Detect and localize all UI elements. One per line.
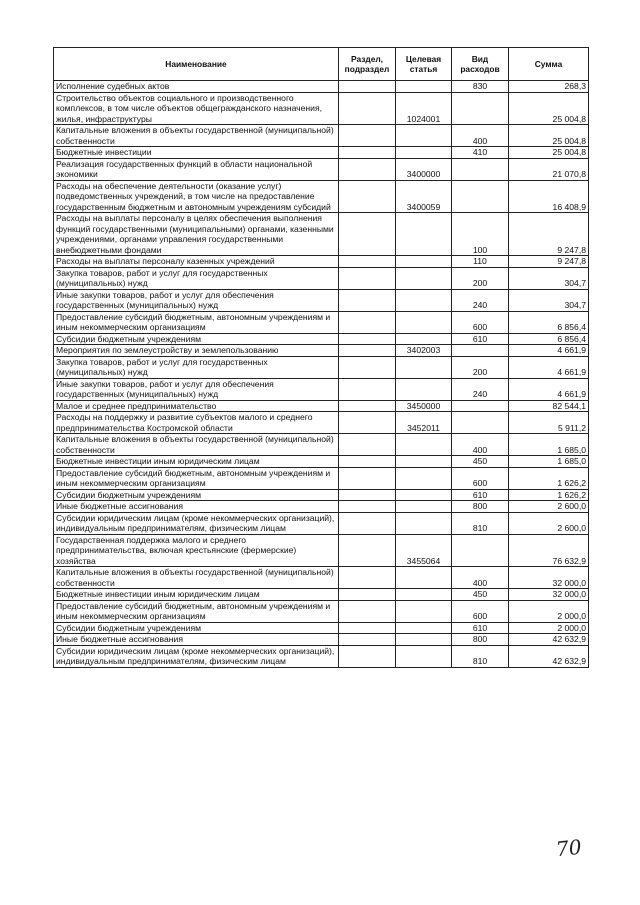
cell-section [339, 512, 396, 534]
cell-section [339, 378, 396, 400]
table-row [54, 158, 589, 180]
cell-amount: 9 247,8 [509, 213, 589, 256]
cell-target [396, 356, 452, 378]
cell-name: Иные бюджетные ассигнования [54, 634, 339, 646]
table-row [54, 456, 589, 468]
header-amount: Сумма [509, 48, 589, 81]
table-body [54, 81, 589, 668]
header-section: Раздел, подраздел [339, 48, 396, 81]
cell-name: Закупка товаров, работ и услуг для государственных (муниципальных) нужд [54, 356, 339, 378]
cell-name: Субсидии бюджетным учреждениям [54, 489, 339, 501]
cell-target: 3400059 [396, 180, 452, 213]
table-row [54, 501, 589, 513]
cell-expense-type: 810 [452, 645, 509, 667]
table-row [54, 634, 589, 646]
cell-section [339, 125, 396, 147]
cell-name: Исполнение судебных актов [54, 81, 339, 93]
cell-expense-type: 830 [452, 81, 509, 93]
table-row [54, 256, 589, 268]
cell-amount: 304,7 [509, 289, 589, 311]
cell-target [396, 213, 452, 256]
cell-amount: 25 004,8 [509, 147, 589, 159]
cell-section [339, 645, 396, 667]
cell-expense-type [452, 412, 509, 434]
cell-section [339, 92, 396, 125]
cell-expense-type [452, 180, 509, 213]
table-row [54, 180, 589, 213]
cell-expense-type: 410 [452, 147, 509, 159]
cell-name: Закупка товаров, работ и услуг для государственных (муниципальных) нужд [54, 267, 339, 289]
cell-section [339, 489, 396, 501]
table-row [54, 434, 589, 456]
cell-target [396, 600, 452, 622]
header-name: Наименование [54, 48, 339, 81]
cell-expense-type: 600 [452, 600, 509, 622]
cell-section [339, 267, 396, 289]
table-row [54, 400, 589, 412]
cell-expense-type: 400 [452, 125, 509, 147]
cell-target [396, 289, 452, 311]
cell-amount: 32 000,0 [509, 567, 589, 589]
cell-amount: 2 000,0 [509, 622, 589, 634]
cell-section [339, 213, 396, 256]
cell-amount: 4 661,9 [509, 356, 589, 378]
cell-section [339, 289, 396, 311]
cell-amount: 268,3 [509, 81, 589, 93]
cell-amount: 4 661,9 [509, 378, 589, 400]
cell-expense-type [452, 345, 509, 357]
table-row [54, 92, 589, 125]
cell-section [339, 412, 396, 434]
cell-name: Бюджетные инвестиции иным юридическим лицам [54, 456, 339, 468]
cell-target [396, 434, 452, 456]
cell-section [339, 147, 396, 159]
cell-section [339, 356, 396, 378]
cell-name: Предоставление субсидий бюджетным, автономным учреждениям и иным некоммерческим организациям [54, 600, 339, 622]
cell-name: Реализация государственных функций в области национальной экономики [54, 158, 339, 180]
header-target: Целевая статья [396, 48, 452, 81]
cell-name: Иные бюджетные ассигнования [54, 501, 339, 513]
cell-name: Капитальные вложения в объекты государственной (муниципальной) собственности [54, 125, 339, 147]
cell-target [396, 634, 452, 646]
cell-amount: 21 070,8 [509, 158, 589, 180]
cell-name: Субсидии бюджетным учреждениям [54, 622, 339, 634]
cell-expense-type: 800 [452, 634, 509, 646]
cell-name: Малое и среднее предпринимательство [54, 400, 339, 412]
cell-target [396, 378, 452, 400]
cell-expense-type: 810 [452, 512, 509, 534]
cell-name: Бюджетные инвестиции иным юридическим лицам [54, 589, 339, 601]
cell-amount: 76 632,9 [509, 534, 589, 567]
cell-name: Мероприятия по землеустройству и землепользованию [54, 345, 339, 357]
cell-amount: 2 600,0 [509, 501, 589, 513]
cell-section [339, 600, 396, 622]
cell-section [339, 534, 396, 567]
cell-amount: 42 632,9 [509, 634, 589, 646]
cell-amount: 6 856,4 [509, 311, 589, 333]
cell-name: Субсидии юридическим лицам (кроме некоммерческих организаций), индивидуальным предпринимателям, физическим лицам [54, 512, 339, 534]
table-row [54, 600, 589, 622]
cell-amount: 4 661,9 [509, 345, 589, 357]
cell-expense-type: 240 [452, 289, 509, 311]
cell-amount: 16 408,9 [509, 180, 589, 213]
table-row [54, 378, 589, 400]
table-row [54, 345, 589, 357]
cell-name: Капитальные вложения в объекты государственной (муниципальной) собственности [54, 434, 339, 456]
cell-section [339, 256, 396, 268]
table-row [54, 512, 589, 534]
cell-name: Расходы на выплаты персоналу казенных учреждений [54, 256, 339, 268]
cell-expense-type: 800 [452, 501, 509, 513]
table-row [54, 213, 589, 256]
cell-name: Строительство объектов социального и производственного комплексов, в том числе объектов общегражданского назначения, жилья, инфраструктуры [54, 92, 339, 125]
table-row [54, 333, 589, 345]
cell-name: Иные закупки товаров, работ и услуг для обеспечения государственных (муниципальных) нужд [54, 378, 339, 400]
cell-amount: 32 000,0 [509, 589, 589, 601]
cell-amount: 82 544,1 [509, 400, 589, 412]
cell-target [396, 589, 452, 601]
cell-target [396, 267, 452, 289]
table-row [54, 267, 589, 289]
cell-name: Иные закупки товаров, работ и услуг для обеспечения государственных (муниципальных) нужд [54, 289, 339, 311]
cell-target: 3452011 [396, 412, 452, 434]
cell-section [339, 345, 396, 357]
cell-target [396, 567, 452, 589]
budget-table [53, 47, 589, 668]
cell-target [396, 489, 452, 501]
cell-name: Бюджетные инвестиции [54, 147, 339, 159]
cell-target [396, 645, 452, 667]
cell-amount: 1 626,2 [509, 467, 589, 489]
table-row [54, 645, 589, 667]
table-row [54, 589, 589, 601]
cell-target [396, 147, 452, 159]
cell-name: Расходы на обеспечение деятельности (оказание услуг) подведомственных учреждений, в том числе на предоставление государственным бюджетным и автономным учреждениям субсидий [54, 180, 339, 213]
cell-expense-type: 450 [452, 456, 509, 468]
cell-section [339, 567, 396, 589]
cell-target [396, 333, 452, 345]
cell-section [339, 81, 396, 93]
cell-section [339, 311, 396, 333]
cell-name: Предоставление субсидий бюджетным, автономным учреждениям и иным некоммерческим организациям [54, 311, 339, 333]
cell-section [339, 467, 396, 489]
cell-section [339, 434, 396, 456]
table-row [54, 81, 589, 93]
table-header-row [54, 48, 589, 81]
cell-amount: 5 911,2 [509, 412, 589, 434]
cell-name: Субсидии юридическим лицам (кроме некоммерческих организаций), индивидуальным предпринимателям, физическим лицам [54, 645, 339, 667]
cell-target [396, 501, 452, 513]
cell-expense-type: 240 [452, 378, 509, 400]
cell-amount: 1 685,0 [509, 456, 589, 468]
cell-amount: 2 600,0 [509, 512, 589, 534]
cell-section [339, 622, 396, 634]
cell-expense-type: 610 [452, 333, 509, 345]
cell-target: 3455064 [396, 534, 452, 567]
cell-expense-type: 450 [452, 589, 509, 601]
cell-expense-type: 200 [452, 267, 509, 289]
cell-expense-type: 610 [452, 489, 509, 501]
cell-amount: 1 626,2 [509, 489, 589, 501]
cell-expense-type: 600 [452, 467, 509, 489]
cell-section [339, 589, 396, 601]
header-expense-type: Вид расходов [452, 48, 509, 81]
table-row [54, 412, 589, 434]
table-row [54, 467, 589, 489]
cell-target: 1024001 [396, 92, 452, 125]
cell-target [396, 512, 452, 534]
table-row [54, 356, 589, 378]
cell-expense-type [452, 400, 509, 412]
cell-section [339, 158, 396, 180]
cell-section [339, 400, 396, 412]
cell-target [396, 622, 452, 634]
table-row [54, 311, 589, 333]
table-row [54, 567, 589, 589]
table-row [54, 489, 589, 501]
cell-expense-type: 600 [452, 311, 509, 333]
cell-section [339, 180, 396, 213]
cell-expense-type: 200 [452, 356, 509, 378]
cell-name: Капитальные вложения в объекты государственной (муниципальной) собственности [54, 567, 339, 589]
cell-expense-type: 400 [452, 434, 509, 456]
cell-target [396, 256, 452, 268]
cell-target: 3450000 [396, 400, 452, 412]
handwritten-page-number: 70 [554, 834, 583, 862]
cell-target [396, 125, 452, 147]
table-row [54, 534, 589, 567]
cell-expense-type [452, 92, 509, 125]
cell-amount: 9 247,8 [509, 256, 589, 268]
cell-name: Расходы на выплаты персоналу в целях обеспечения выполнения функций государственными (муниципальными) органами, казенными учреждениями, органами управления государственными внебюджетными фондами [54, 213, 339, 256]
cell-target [396, 81, 452, 93]
cell-expense-type: 400 [452, 567, 509, 589]
cell-amount: 1 685,0 [509, 434, 589, 456]
cell-section [339, 501, 396, 513]
cell-section [339, 456, 396, 468]
cell-name: Государственная поддержка малого и среднего предпринимательства, включая крестьянские (фермерские) хозяйства [54, 534, 339, 567]
cell-name: Субсидии бюджетным учреждениям [54, 333, 339, 345]
cell-expense-type: 610 [452, 622, 509, 634]
table-row [54, 125, 589, 147]
cell-expense-type [452, 534, 509, 567]
cell-amount: 25 004,8 [509, 92, 589, 125]
cell-section [339, 634, 396, 646]
table-row [54, 289, 589, 311]
cell-target: 3402003 [396, 345, 452, 357]
cell-expense-type: 110 [452, 256, 509, 268]
cell-amount: 42 632,9 [509, 645, 589, 667]
cell-target [396, 311, 452, 333]
cell-amount: 2 000,0 [509, 600, 589, 622]
cell-target: 3400000 [396, 158, 452, 180]
table-row [54, 622, 589, 634]
cell-name: Расходы на поддержку и развитие субъектов малого и среднего предпринимательства Костромской области [54, 412, 339, 434]
cell-amount: 6 856,4 [509, 333, 589, 345]
cell-expense-type [452, 158, 509, 180]
cell-target [396, 456, 452, 468]
cell-amount: 304,7 [509, 267, 589, 289]
cell-expense-type: 100 [452, 213, 509, 256]
cell-amount: 25 004,8 [509, 125, 589, 147]
cell-target [396, 467, 452, 489]
table-row [54, 147, 589, 159]
cell-section [339, 333, 396, 345]
cell-name: Предоставление субсидий бюджетным, автономным учреждениям и иным некоммерческим организациям [54, 467, 339, 489]
